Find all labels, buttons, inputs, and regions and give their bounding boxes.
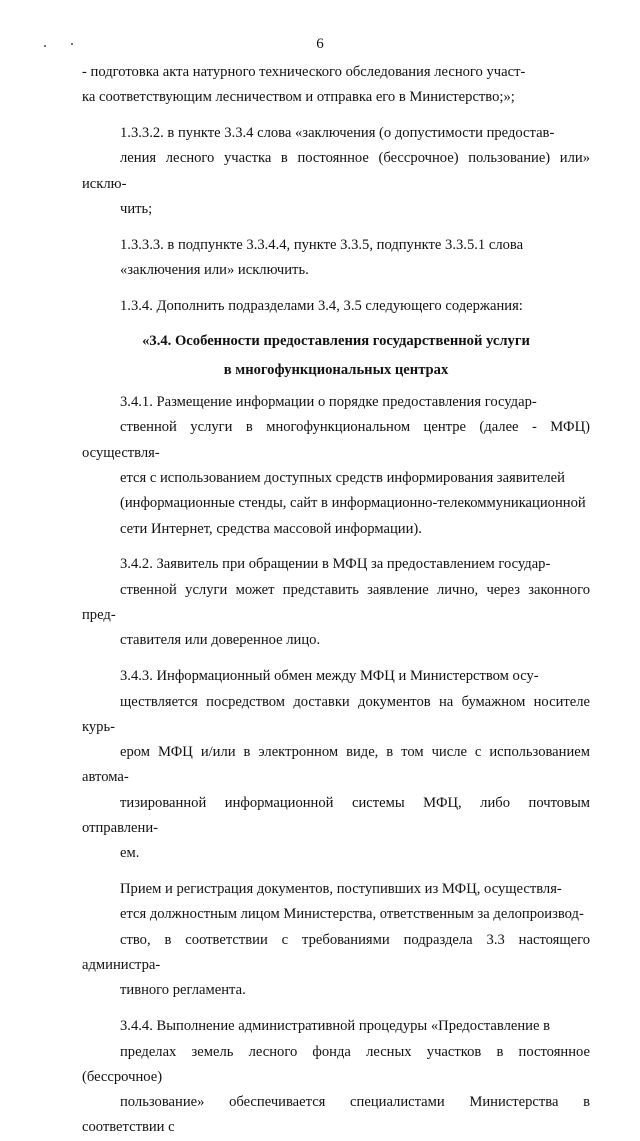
text-line: Прием и регистрация документов, поступивших из МФЦ, осуществля- xyxy=(120,881,562,898)
paragraph xyxy=(82,877,590,1003)
text-line: ером МФЦ и/или в электронном виде, в том числе с использованием автома- xyxy=(82,744,590,786)
text-line: пределах земель лесного фонда лесных участков в постоянное (бессрочное) xyxy=(82,1043,590,1085)
text-line: 3.4.4. Выполнение административной процедуры «Предоставление в xyxy=(120,1018,550,1035)
text-line: ставителя или доверенное лицо. xyxy=(120,632,321,649)
text-line: 3.4.2. Заявитель при обращении в МФЦ за предоставлением государ- xyxy=(120,556,551,573)
section-heading xyxy=(82,329,590,383)
paragraph xyxy=(82,233,590,284)
document-body xyxy=(82,60,590,1141)
text-line: ственной услуги в многофункциональном центре (далее - МФЦ) осуществля- xyxy=(82,419,590,461)
text-line: сети Интернет, средства массовой информации). xyxy=(120,520,422,537)
heading-line: в многофункциональных центрах xyxy=(223,361,449,378)
text-line: ем. xyxy=(120,845,140,862)
text-line: пользование» обеспечивается специалистами Министерства в соответствии с xyxy=(82,1094,590,1136)
text-line: ство, в соответствии с требованиями подраздела 3.3 настоящего администра- xyxy=(82,931,590,974)
text-line: - подготовка акта натурного технического обследования лесного участ- xyxy=(82,64,526,80)
text-line: (информационные стенды, сайт в информационно-телекоммуникационной xyxy=(120,495,586,512)
text-line: чить; xyxy=(120,201,153,218)
text-line: 1.3.3.2. в пункте 3.3.4 слова «заключения (о допустимости предостав- xyxy=(120,125,555,142)
paragraph xyxy=(82,552,590,653)
text-line: 3.4.1. Размещение информации о порядке предоставления государ- xyxy=(120,394,537,411)
paragraph xyxy=(82,664,590,866)
text-line: тизированной информационной системы МФЦ, либо почтовым отправлени- xyxy=(82,794,590,836)
paragraph xyxy=(82,294,590,319)
text-line: ществляется посредством доставки документов на бумажном носителе курь- xyxy=(82,693,590,735)
text-line: 3.4.3. Информационный обмен между МФЦ и Министерством осу- xyxy=(120,668,539,685)
text-line: ственной услуги может представить заявление лично, через законного пред- xyxy=(82,581,590,624)
text-line: ления лесного участка в постоянное (бессрочное) пользование) или» исклю- xyxy=(82,150,590,192)
heading-line: «3.4. Особенности предоставления государственной услуги xyxy=(142,333,530,350)
paragraph xyxy=(82,390,590,542)
page-number: 6 xyxy=(316,36,324,52)
paragraph xyxy=(82,60,590,111)
text-line: 1.3.3.3. в подпункте 3.3.4.4, пункте 3.3.5, подпункте 3.3.5.1 слова xyxy=(120,236,524,253)
text-line: тивного регламента. xyxy=(120,982,246,999)
paragraph xyxy=(82,1014,590,1140)
text-line: ется должностным лицом Министерства, ответственным за делопроизвод- xyxy=(120,906,584,923)
text-line: 1.3.4. Дополнить подразделами 3.4, 3.5 следующего содержания: xyxy=(120,298,523,315)
text-line: ется с использованием доступных средств информирования заявителей xyxy=(120,469,565,486)
text-line: ка соответствующим лесничеством и отправка его в Министерство;»; xyxy=(82,89,515,106)
text-line: «заключения или» исключить. xyxy=(120,262,309,279)
paragraph xyxy=(82,121,590,222)
